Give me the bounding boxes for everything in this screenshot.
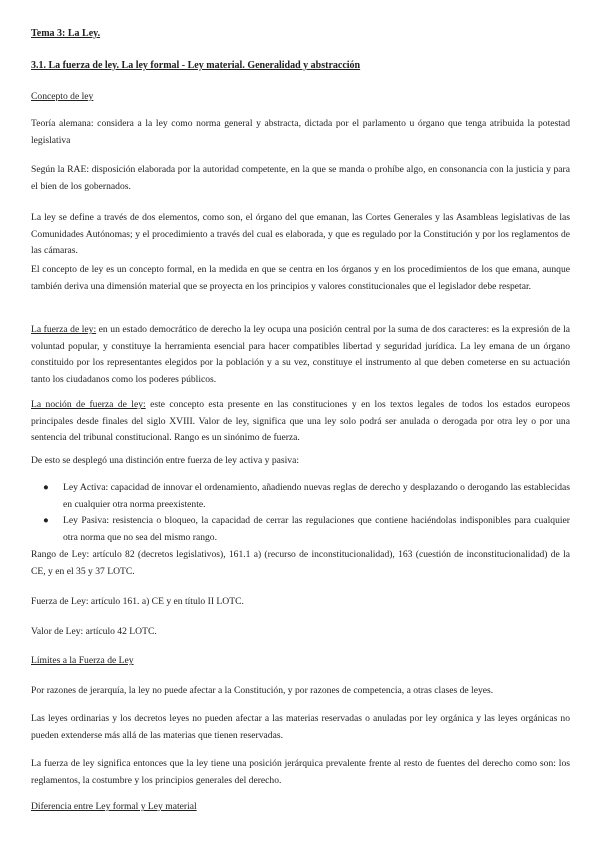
section-heading: 3.1. La fuerza de ley. La ley formal - Ley material. Generalidad y abstracción (31, 60, 361, 71)
paragraph-rae-definition: Según la RAE: disposición elaborada por la autoridad competente, en la que se manda o prohíbe algo, en consonancia con la justicia y para el bien de los gobernados. (31, 164, 570, 192)
paragraph-rango-de-ley: Rango de Ley: artículo 82 (decretos legislativos), 161.1 a) (recurso de inconstitucionalidad), 163 (cuestión de inconstitucionalidad) de la CE, y en el 35 y 37 LOTC. (31, 549, 570, 577)
paragraph-distinction: De esto se desplegó una distinción entre fuerza de ley activa y pasiva: (31, 455, 299, 466)
bullet-icon: ● (43, 515, 49, 526)
difference-heading: Diferencia entre Ley formal y Ley material (31, 801, 197, 812)
document-title: Tema 3: La Ley. (31, 28, 101, 39)
list-item-text: Ley Activa: capacidad de innovar el ordenamiento, añadiendo nuevas reglas de derecho y desplazando o derogando las establecidas en cualquier otra norma preexistente. (63, 482, 570, 510)
paragraph-posicion-jerarquica: La fuerza de ley significa entonces que la ley tiene una posición jerárquica prevalente frente al resto de fuentes del derecho como son: los reglamentos, la costumbre y los principios generales del derecho. (31, 758, 570, 786)
paragraph-formal-concept: El concepto de ley es un concepto formal, en la medida en que se centra en los órganos y en los procedimientos de los que emana, aunque también deriva una dimensión material que se proyecta en los principios y valores constitucionales que el legislador debe respetar. (31, 264, 570, 292)
list-item-ley-pasiva (31, 513, 570, 546)
concept-heading: Concepto de ley (31, 91, 94, 102)
nocion-fuerza-text: este concepto esta presente en las constituciones y en los textos legales de todos los estados europeos principales desde finales del siglo XVIII. Valor de ley, significa que una ley solo podrá ser anulada o derogada por otra ley o por una sentencia del tribunal constitucional. Rango es un sinónimo de fuerza. (31, 399, 570, 443)
paragraph-fuerza-articulo: Fuerza de Ley: artículo 161. a) CE y en título II LOTC. (31, 596, 244, 607)
fuerza-de-ley-label: La fuerza de ley: (31, 324, 97, 335)
paragraph-leyes-ordinarias: Las leyes ordinarias y los decretos leyes no pueden afectar a las materias reservadas o anuladas por ley orgánica y las leyes orgánicas no pueden extenderse más allá de las materias que tienen reservadas. (31, 713, 570, 741)
paragraph-german-theory: Teoría alemana: considera a la ley como norma general y abstracta, dictada por el parlamento u órgano que tenga atribuida la potestad legislativa (31, 118, 570, 146)
paragraph-jerarquia: Por razones de jerarquía, la ley no puede afectar a la Constitución, y por razones de competencia, a otras clases de leyes. (31, 685, 494, 696)
paragraph-fuerza-de-ley (31, 322, 570, 388)
limits-heading: Límites a la Fuerza de Ley (31, 655, 134, 666)
paragraph-two-elements: La ley se define a través de dos elementos, como son, el órgano del que emanan, las Cortes Generales y las Asambleas legislativas de las Comunidades Autónomas; y el procedimiento a través del cual es elaborada, y que es regulado por la Constitución y por los reglamentos de las cámaras. (31, 212, 570, 256)
paragraph-nocion-fuerza (31, 397, 570, 447)
nocion-fuerza-label: La noción de fuerza de ley: (31, 399, 146, 410)
bullet-icon: ● (43, 482, 49, 493)
paragraph-valor-de-ley: Valor de Ley: artículo 42 LOTC. (31, 626, 157, 637)
active-passive-list (31, 480, 570, 546)
list-item-text: Ley Pasiva: resistencia o bloqueo, la capacidad de cerrar las regulaciones que contiene haciéndolas indisponibles para cualquier otra norma que no sea del mismo rango. (63, 515, 570, 543)
fuerza-de-ley-text: en un estado democrático de derecho la ley ocupa una posición central por la suma de dos caracteres: es la expresión de la voluntad popular, y constituye la herramienta esencial para hacer compatibles libertad y seguridad jurídica. La ley emana de un órgano constituido por los representantes elegidos por la población y a su vez, constituye el instrumento al que deben cometerse en su actuación tanto los ciudadanos como los poderes públicos. (31, 324, 571, 385)
list-item-ley-activa (31, 480, 570, 513)
